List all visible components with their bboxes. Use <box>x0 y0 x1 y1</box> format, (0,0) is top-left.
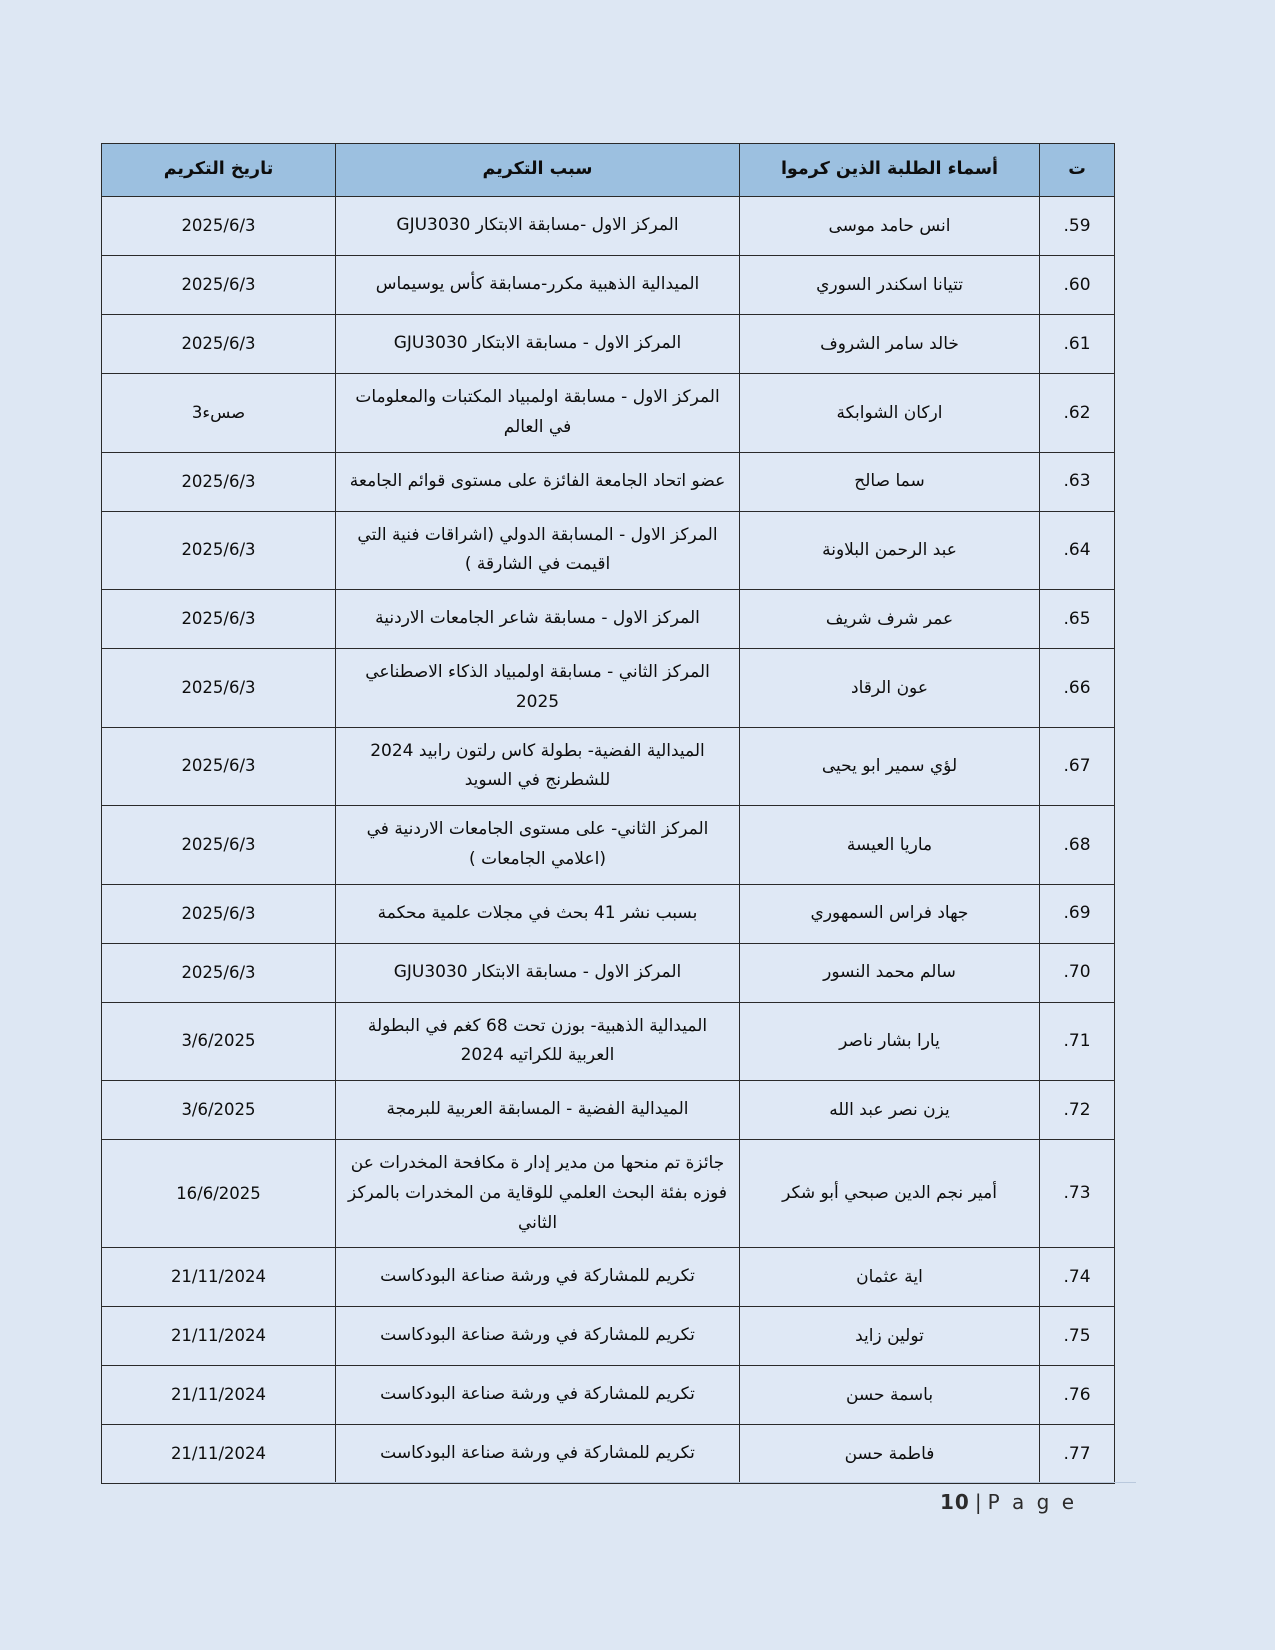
table-row <box>102 511 1115 590</box>
row-index-cell <box>1040 943 1115 1002</box>
row-index-cell <box>1040 727 1115 806</box>
row-honor-reason: تكريم للمشاركة في ورشة صناعة البودكاست <box>380 1266 695 1287</box>
row-honor-reason: تكريم للمشاركة في ورشة صناعة البودكاست <box>380 1384 695 1405</box>
row-honor-date-cell <box>102 943 336 1002</box>
row-honor-date: 3صسء <box>191 402 246 422</box>
row-index-cell <box>1040 884 1115 943</box>
column-header-date <box>102 144 336 197</box>
row-honor-date-cell <box>102 197 336 256</box>
table-row <box>102 197 1115 256</box>
row-honor-reason: الميدالية الذهبية- بوزن تحت 68 كغم في البطولة العربية للكراتيه 2024 <box>367 1015 708 1066</box>
row-honor-date: 2025/6/3 <box>181 216 256 236</box>
row-honor-date-cell <box>102 590 336 649</box>
row-honor-reason: بسبب نشر 41 بحث في مجلات علمية محكمة <box>377 902 698 923</box>
table-row <box>102 806 1115 885</box>
row-index: .60 <box>1063 274 1091 295</box>
row-honor-reason: المركز الاول - مسابقة الابتكار GJU3030 <box>393 333 682 354</box>
footer-separator-line <box>140 1482 1136 1483</box>
row-index-cell <box>1040 590 1115 649</box>
honors-table <box>101 143 1115 1484</box>
row-honor-reason-cell <box>336 452 740 511</box>
row-index: .59 <box>1063 215 1091 236</box>
row-student-name: يارا بشار ناصر <box>839 1031 940 1052</box>
row-student-name-cell <box>740 943 1040 1002</box>
row-honor-reason-cell <box>336 649 740 728</box>
row-honor-reason: تكريم للمشاركة في ورشة صناعة البودكاست <box>380 1325 695 1346</box>
row-honor-date-cell <box>102 1425 336 1484</box>
row-honor-reason-cell <box>336 511 740 590</box>
row-student-name-cell <box>740 1140 1040 1248</box>
page-number-value: 10 <box>940 1490 970 1514</box>
row-student-name: ماريا العيسة <box>846 834 933 855</box>
row-honor-date-cell <box>102 727 336 806</box>
table-body <box>102 197 1115 1484</box>
row-index-cell <box>1040 1002 1115 1081</box>
row-honor-reason: المركز الاول - مسابقة شاعر الجامعات الاردنية <box>375 608 700 629</box>
row-honor-date-cell <box>102 1081 336 1140</box>
row-index-cell <box>1040 806 1115 885</box>
row-student-name: جهاد فراس السمهوري <box>810 903 969 924</box>
table-header <box>102 144 1115 197</box>
row-index-cell <box>1040 1081 1115 1140</box>
table-row <box>102 1140 1115 1248</box>
row-honor-date: 2025/6/3 <box>181 334 256 354</box>
row-honor-date: 21/11/2024 <box>170 1267 267 1287</box>
row-student-name: اركان الشوابكة <box>836 402 943 423</box>
row-student-name-cell <box>740 649 1040 728</box>
row-index: .66 <box>1063 677 1091 698</box>
row-index-cell <box>1040 197 1115 256</box>
row-index-cell <box>1040 649 1115 728</box>
row-honor-reason: المركز الاول - مسابقة اولمبياد المكتبات والمعلومات في العالم <box>355 387 720 437</box>
table-row <box>102 1081 1115 1140</box>
table-row <box>102 884 1115 943</box>
row-honor-date-cell <box>102 374 336 453</box>
row-honor-date: 3/6/2025 <box>181 1100 256 1120</box>
row-honor-reason-cell <box>336 1307 740 1366</box>
row-honor-date: 21/11/2024 <box>170 1444 267 1464</box>
row-honor-reason: جائزة تم منحها من مدير إدار ة مكافحة المخدرات عن فوزه بفئة البحث العلمي للوقاية من المخدرات بالمركز الثاني <box>348 1153 727 1233</box>
row-honor-date-cell <box>102 806 336 885</box>
column-header-names <box>740 144 1040 197</box>
row-student-name-cell <box>740 1366 1040 1425</box>
row-honor-date: 2025/6/3 <box>181 540 256 560</box>
row-honor-date-cell <box>102 884 336 943</box>
row-student-name-cell <box>740 511 1040 590</box>
row-student-name-cell <box>740 590 1040 649</box>
row-index: .65 <box>1063 608 1091 629</box>
row-honor-reason-cell <box>336 1081 740 1140</box>
row-index: .73 <box>1063 1183 1091 1204</box>
row-student-name-cell <box>740 1307 1040 1366</box>
row-honor-date-cell <box>102 649 336 728</box>
row-honor-reason-cell <box>336 1002 740 1081</box>
table-row <box>102 374 1115 453</box>
row-honor-reason: الميدالية الذهبية مكرر-مسابقة كأس يوسيماس <box>375 274 700 295</box>
row-honor-reason-cell <box>336 1248 740 1307</box>
row-honor-reason-cell <box>336 884 740 943</box>
row-index-cell <box>1040 452 1115 511</box>
row-index-cell <box>1040 1140 1115 1248</box>
column-header-reason-label: سبب التكريم <box>482 159 593 180</box>
table-row <box>102 649 1115 728</box>
row-student-name-cell <box>740 1002 1040 1081</box>
row-student-name-cell <box>740 727 1040 806</box>
page-number-footer <box>940 1490 1077 1514</box>
row-student-name-cell <box>740 197 1040 256</box>
row-honor-date-cell <box>102 1307 336 1366</box>
row-student-name: خالد سامر الشروف <box>820 333 959 354</box>
row-honor-reason: المركز الثاني- على مستوى الجامعات الاردنية في (اعلامي الجامعات ) <box>366 819 709 869</box>
table-row <box>102 727 1115 806</box>
row-index: .71 <box>1063 1031 1091 1052</box>
row-index: .72 <box>1063 1099 1091 1120</box>
row-index-cell <box>1040 1425 1115 1484</box>
row-student-name: يزن نصر عبد الله <box>829 1099 950 1120</box>
row-honor-date: 21/11/2024 <box>170 1326 267 1346</box>
row-index-cell <box>1040 374 1115 453</box>
honors-table-container <box>101 143 1114 1484</box>
row-honor-reason-cell <box>336 943 740 1002</box>
row-honor-reason: تكريم للمشاركة في ورشة صناعة البودكاست <box>380 1443 695 1464</box>
row-honor-reason-cell <box>336 1140 740 1248</box>
row-honor-reason: الميدالية الفضية - المسابقة العربية للبرمجة <box>386 1099 689 1120</box>
row-honor-date: 21/11/2024 <box>170 1385 267 1405</box>
row-honor-date: 2025/6/3 <box>181 275 256 295</box>
table-row <box>102 1366 1115 1425</box>
row-index-cell <box>1040 1248 1115 1307</box>
row-honor-date-cell <box>102 1366 336 1425</box>
row-honor-reason-cell <box>336 1366 740 1425</box>
row-honor-date: 2025/6/3 <box>181 609 256 629</box>
column-header-index-label: ت <box>1068 159 1086 180</box>
row-honor-reason-cell <box>336 1425 740 1484</box>
row-index: .69 <box>1063 903 1091 924</box>
row-index: .64 <box>1063 540 1091 561</box>
row-student-name-cell <box>740 452 1040 511</box>
row-student-name-cell <box>740 374 1040 453</box>
row-student-name-cell <box>740 256 1040 315</box>
row-student-name-cell <box>740 1248 1040 1307</box>
row-index: .75 <box>1063 1326 1091 1347</box>
table-row <box>102 943 1115 1002</box>
row-student-name: سالم محمد النسور <box>823 962 956 983</box>
row-honor-date-cell <box>102 511 336 590</box>
row-index: .74 <box>1063 1267 1091 1288</box>
row-index-cell <box>1040 315 1115 374</box>
table-header-row <box>102 144 1115 197</box>
row-student-name-cell <box>740 884 1040 943</box>
row-honor-date-cell <box>102 315 336 374</box>
table-row <box>102 1307 1115 1366</box>
row-student-name-cell <box>740 806 1040 885</box>
row-honor-reason-cell <box>336 590 740 649</box>
table-row <box>102 1248 1115 1307</box>
row-honor-date: 2025/6/3 <box>181 756 256 776</box>
row-student-name: أمير نجم الدين صبحي أبو شكر <box>782 1183 997 1204</box>
row-index: .67 <box>1063 756 1091 777</box>
row-honor-date: 2025/6/3 <box>181 677 256 697</box>
column-header-date-label: تاريخ التكريم <box>163 159 274 180</box>
row-honor-reason: عضو اتحاد الجامعة الفائزة على مستوى قوائم الجامعة <box>349 470 726 491</box>
page-number-separator: | <box>974 1490 983 1514</box>
table-row <box>102 315 1115 374</box>
row-student-name: تولين زايد <box>855 1326 924 1347</box>
row-student-name: عبد الرحمن البلاونة <box>822 540 957 561</box>
row-student-name: لؤي سمير ابو يحيى <box>821 756 958 777</box>
column-header-names-label: أسماء الطلبة الذين كرموا <box>780 159 999 180</box>
row-student-name-cell <box>740 1081 1040 1140</box>
row-index-cell <box>1040 256 1115 315</box>
row-index-cell <box>1040 1307 1115 1366</box>
table-row <box>102 1002 1115 1081</box>
row-honor-date: 3/6/2025 <box>181 1031 256 1051</box>
row-index: .61 <box>1063 333 1091 354</box>
row-index: .62 <box>1063 402 1091 423</box>
row-student-name-cell <box>740 315 1040 374</box>
row-honor-date-cell <box>102 256 336 315</box>
row-honor-date: 2025/6/3 <box>181 962 256 982</box>
row-honor-reason-cell <box>336 315 740 374</box>
row-honor-reason-cell <box>336 806 740 885</box>
row-honor-reason-cell <box>336 197 740 256</box>
table-row <box>102 452 1115 511</box>
row-honor-reason-cell <box>336 727 740 806</box>
row-honor-date-cell <box>102 452 336 511</box>
row-index: .77 <box>1063 1444 1091 1465</box>
row-index: .63 <box>1063 471 1091 492</box>
table-row <box>102 1425 1115 1484</box>
table-row <box>102 590 1115 649</box>
row-honor-reason: المركز الثاني - مسابقة اولمبياد الذكاء الاصطناعي 2025 <box>365 662 710 712</box>
row-honor-date-cell <box>102 1002 336 1081</box>
row-honor-date: 2025/6/3 <box>181 834 256 854</box>
row-index-cell <box>1040 511 1115 590</box>
column-header-reason <box>336 144 740 197</box>
row-honor-reason: المركز الاول - المسابقة الدولي (اشراقات فنية التي اقيمت في الشارقة ) <box>357 524 718 575</box>
row-student-name: باسمة حسن <box>845 1385 934 1406</box>
row-honor-date: 2025/6/3 <box>181 471 256 491</box>
row-student-name: عون الرقاد <box>851 677 928 698</box>
row-index: .68 <box>1063 834 1091 855</box>
row-student-name: سما صالح <box>854 471 925 492</box>
page-number-word: P a g e <box>987 1490 1077 1514</box>
table-row <box>102 256 1115 315</box>
row-student-name: عمر شرف شريف <box>825 608 954 629</box>
row-student-name: تتيانا اسكندر السوري <box>816 274 963 295</box>
row-honor-reason-cell <box>336 256 740 315</box>
column-header-index <box>1040 144 1115 197</box>
row-student-name-cell <box>740 1425 1040 1484</box>
row-index-cell <box>1040 1366 1115 1425</box>
row-student-name: فاطمة حسن <box>844 1444 935 1465</box>
row-honor-date: 16/6/2025 <box>176 1183 261 1203</box>
row-index: .70 <box>1063 962 1091 983</box>
row-honor-reason: الميدالية الفضية- بطولة كاس رلتون رابيد 2024 للشطرنج في السويد <box>370 740 705 791</box>
row-index: .76 <box>1063 1385 1091 1406</box>
row-honor-reason-cell <box>336 374 740 453</box>
row-honor-date-cell <box>102 1140 336 1248</box>
row-student-name: انس حامد موسى <box>828 215 951 236</box>
row-student-name: اية عثمان <box>856 1267 923 1288</box>
row-honor-date-cell <box>102 1248 336 1307</box>
row-honor-date: 2025/6/3 <box>181 903 256 923</box>
row-honor-reason: المركز الاول -مسابقة الابتكار GJU3030 <box>396 215 679 236</box>
row-honor-reason: المركز الاول - مسابقة الابتكار GJU3030 <box>393 961 682 982</box>
